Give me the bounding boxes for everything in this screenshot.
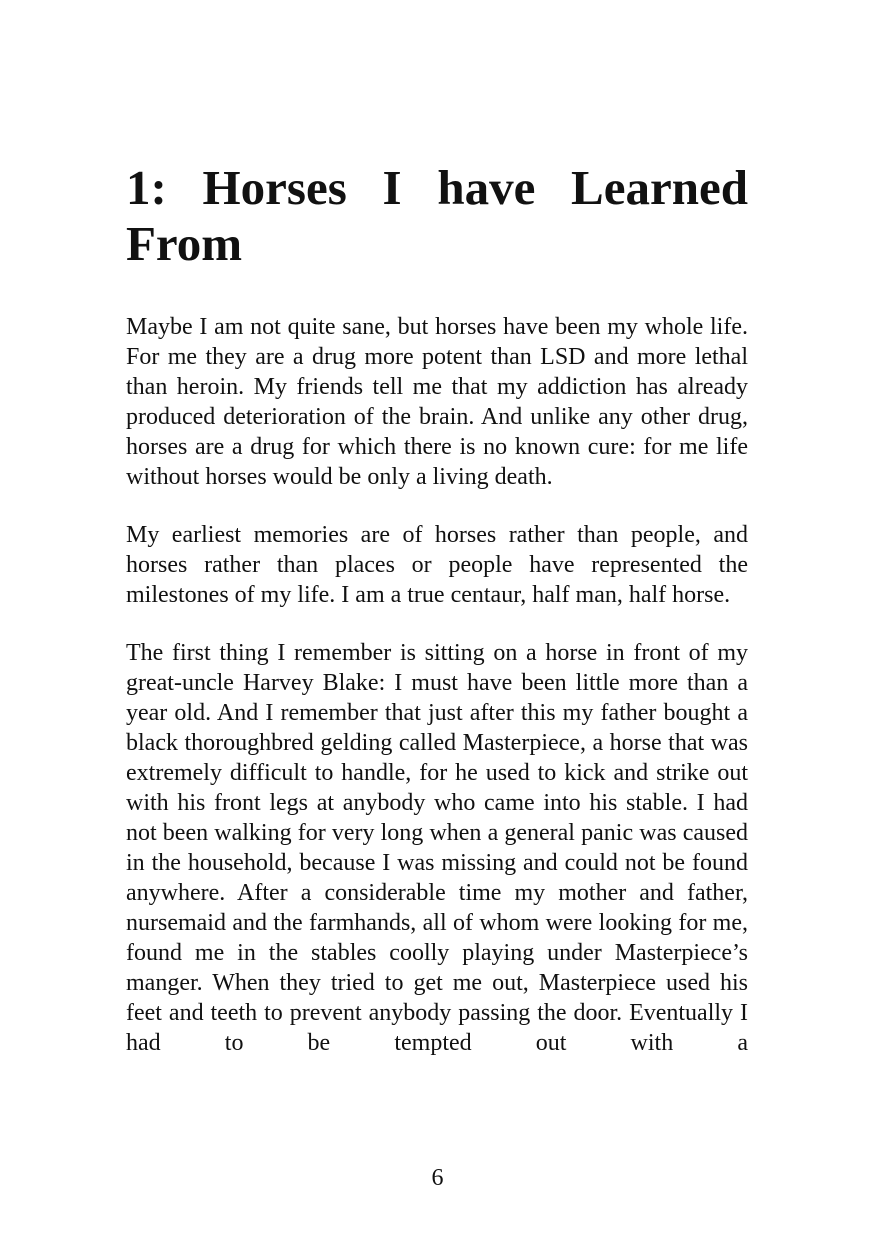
chapter-body [126, 312, 748, 1086]
chapter-title: 1: Horses I have Learned From [126, 160, 748, 271]
paragraph-1: Maybe I am not quite sane, but horses have been my whole life. For me they are a drug more potent than LSD and more lethal than heroin. My friends tell me that my addiction has already produced deterioration of the brain. And unlike any other drug, horses are a drug for which there is no known cure: for me life without horses would be only a living death. [126, 314, 748, 490]
paragraph-2: My earliest memories are of horses rather than people, and horses rather than places or people have represented the milestones of my life. I am a true centaur, half man, half horse. [126, 522, 748, 608]
page-number: 6 [431, 1165, 444, 1191]
paragraph-3: The first thing I remember is sitting on a horse in front of my great-uncle Harvey Blake: I must have been little more than a year old. And I remember that just after this my father bought a black thoroughbred gelding called Masterpiece, a horse that was extremely difficult to handle, for he used to kick and strike out with his front legs at anybody who came into his stable. I had not been walking for very long when a general panic was caused in the household, because I was missing and could not be found anywhere. After a considerable time my mother and father, nursemaid and the farmhands, all of whom were looking for me, found me in the stables coolly playing under Masterpiece’s manger. When they tried to get me out, Masterpiece used his feet and teeth to prevent anybody passing the door. Eventually I had to be tempted out with a [126, 640, 748, 1056]
